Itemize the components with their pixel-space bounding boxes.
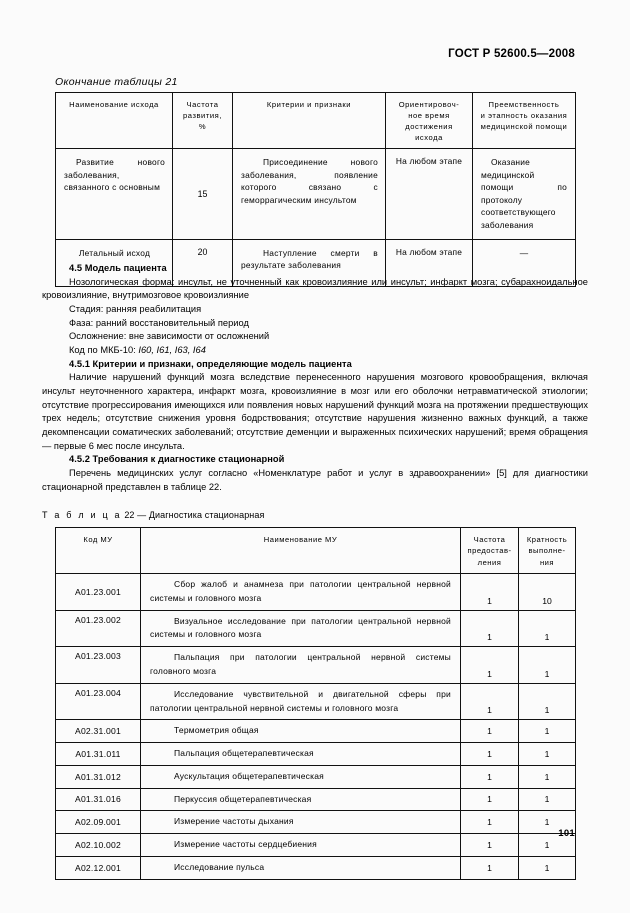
table-row [56,856,576,879]
icd-code-paragraph [42,344,588,358]
service-multiplicity-cell: 1 [519,765,576,788]
table22-col-code [56,528,141,574]
outcome-criteria-cell: Наступление смерти в результате заболевания [233,239,386,286]
service-multiplicity-cell: 10 [519,574,576,611]
table-row [56,811,576,834]
service-frequency-cell: 1 [461,683,519,720]
table-row [56,720,576,743]
service-name-cell: Исследование чувствительной и двигательной сферы при патологии центральной нервной системы и головного мозга [141,683,461,720]
service-name-cell: Сбор жалоб и анамнеза при патологии центральной нервной системы и головного мозга [141,574,461,611]
service-multiplicity-cell: 1 [519,788,576,811]
table21-col-continuity-l1: Преемственность [488,100,560,109]
table-row [56,574,576,611]
table22-body [56,574,576,879]
service-name-cell: Аускультация общетерапевтическая [141,765,461,788]
table-row [56,683,576,720]
service-code-cell: А02.10.002 [56,834,141,857]
outcome-name-cell: Летальный исход [56,239,173,286]
service-multiplicity-cell: 1 [519,743,576,766]
outcome-continuity-cell: Оказание медицинской помощи по протоколу соответствующего заболевания [473,149,576,240]
service-name-cell: Измерение частоты дыхания [141,811,461,834]
table21-col-time-l1: Ориентировоч- [398,100,460,109]
service-code-cell: А01.31.012 [56,765,141,788]
service-code-cell: А02.09.001 [56,811,141,834]
table22-col-multiplicity-l2: выполне- [528,546,566,556]
table22-col-name [141,528,461,574]
table22-caption-number: 22 [124,510,135,520]
service-name-cell: Перкуссия общетерапевтическая [141,788,461,811]
service-code-cell: А02.31.001 [56,720,141,743]
service-name-cell: Пальпация общетерапевтическая [141,743,461,766]
table-row [56,610,576,647]
outcome-frequency-cell: 15 [173,149,233,240]
outcome-name-cell: Развитие нового заболевания, связанного с основным [56,149,173,240]
service-code-cell: А01.23.001 [56,574,141,611]
body-text-block [42,262,588,494]
service-code-cell: А02.12.001 [56,856,141,879]
table21-col-frequency-l1: Частота [186,100,219,109]
service-name-cell: Визуальное исследование при патологии центральной нервной системы и головного мозга [141,610,461,647]
nosology-paragraph: Нозологическая форма: инсульт, не уточненный как кровоизлияние или инсульт; инфаркт мозга; субарахноидальное кровоизлияние, внутримозговое кровоизлияние [42,276,588,301]
table-row [56,647,576,684]
service-multiplicity-cell: 1 [519,720,576,743]
service-name-cell: Пальпация при патологии центральной нервной системы головного мозга [141,647,461,684]
table21-col-criteria-text: Критерии и признаки [266,100,352,109]
table22-col-multiplicity-l1: Кратность [526,535,568,544]
service-frequency-cell: 1 [461,788,519,811]
table-row [56,765,576,788]
standard-number-header: ГОСТ Р 52600.5—2008 [448,48,575,60]
phase-paragraph: Фаза: ранний восстановительный период [69,317,249,328]
service-frequency-cell: 1 [461,647,519,684]
table21-col-frequency-l3: % [198,122,207,131]
service-multiplicity-cell: 1 [519,683,576,720]
page-content [42,0,588,913]
table22-caption [42,510,264,520]
table-22-diagnostics [55,527,576,880]
service-frequency-cell: 1 [461,765,519,788]
outcome-time-cell: На любом этапе [386,149,473,240]
heading-4-5-2: 4.5.2 Требования к диагностике стационарной [69,454,285,465]
criteria-paragraph: Наличие нарушений функций мозга вследствие перенесенного нарушения мозгового кровообращения, включая инсульт неуточненного характера, инфаркт мозга, кровоизлияние в мозг или его оболочки нетравматической этиологии; отсутствие прогрессирования имеющихся или появления новых нарушений функций мозга на протяжении предшествующих трех недель; отсутствие снижения уровня бодрствования; отсутствие нарушения жизненно важных функций, а также декомпенсации соматических заболеваний; отсутствие деменции и выраженных психических нарушений; время обращения — первые 6 мес после инсульта. [42,372,588,451]
table21-col-name [56,93,173,149]
table21-col-time-l3: достижения [405,122,453,131]
table21-col-time-l2: ное время [408,111,450,120]
service-name-cell: Термометрия общая [141,720,461,743]
table21-col-frequency-l2: развития, [182,111,222,120]
service-multiplicity-cell: 1 [519,647,576,684]
service-name-cell: Измерение частоты сердцебиения [141,834,461,857]
service-frequency-cell: 1 [461,574,519,611]
table22-col-multiplicity-l3: ния [539,557,555,567]
service-multiplicity-cell: 1 [519,811,576,834]
icd-label: Код по МКБ-10: [69,344,139,355]
service-code-cell: А01.23.004 [56,683,141,720]
table22-header [56,528,576,574]
table21-caption: Окончание таблицы 21 [55,76,178,88]
table21-col-continuity-l3: медицинской помощи [480,122,568,131]
table-row [56,788,576,811]
table22-caption-prefix: Т а б л и ц а [42,510,122,520]
table22-col-frequency [461,528,519,574]
service-code-cell: А01.31.011 [56,743,141,766]
table22-col-frequency-l2: предостав- [467,546,512,556]
table22-col-multiplicity [519,528,576,574]
stage-paragraph: Стадия: ранняя реабилитация [69,303,202,314]
service-frequency-cell: 1 [461,610,519,647]
table21-col-continuity [473,93,576,149]
diagnostics-paragraph: Перечень медицинских услуг согласно «Номенклатуре работ и услуг в здравоохранении» [5] для диагностики стационарной представлен в таблице 22. [42,467,588,492]
service-multiplicity-cell: 1 [519,610,576,647]
table22-col-frequency-l3: ления [477,557,502,567]
table-row [56,149,576,240]
heading-4-5-1: 4.5.1 Критерии и признаки, определяющие модель пациента [69,358,352,369]
service-code-cell: А01.31.016 [56,788,141,811]
service-code-cell: А01.23.002 [56,610,141,647]
page-number: 101 [558,828,575,839]
table21-col-time [386,93,473,149]
table21-col-frequency [173,93,233,149]
table22-header-row [56,528,576,574]
service-frequency-cell: 1 [461,743,519,766]
service-frequency-cell: 1 [461,720,519,743]
outcome-frequency-cell: 20 [173,239,233,286]
complication-paragraph: Осложнение: вне зависимости от осложнений [69,331,270,342]
table21-header [56,93,576,149]
table-row [56,834,576,857]
service-multiplicity-cell: 1 [519,856,576,879]
service-name-cell: Исследование пульса [141,856,461,879]
table21-col-criteria [233,93,386,149]
outcome-time-cell: На любом этапе [386,239,473,286]
outcome-criteria-cell: Присоединение нового заболевания, появление которого связано с геморрагическим инсультом [233,149,386,240]
service-frequency-cell: 1 [461,856,519,879]
outcome-continuity-cell: — [473,239,576,286]
service-frequency-cell: 1 [461,834,519,857]
table-21-outcomes [55,92,576,287]
service-frequency-cell: 1 [461,811,519,834]
table22-col-name-text: Наименование МУ [263,535,338,544]
table21-col-continuity-l2: и этапность оказания [480,111,568,120]
table-row [56,743,576,766]
table21-col-name-text: Наименование исхода [69,100,159,109]
table21-col-time-l4: исхода [415,133,443,142]
service-multiplicity-cell: 1 [519,834,576,857]
service-code-cell: А01.23.003 [56,647,141,684]
table21-header-row [56,93,576,149]
table22-caption-text: — Диагностика стационарная [137,510,265,520]
table22-col-frequency-l1: Частота [473,535,506,544]
table22-col-code-text: Код МУ [83,535,113,544]
heading-4-5: 4.5 Модель пациента [69,263,167,273]
icd-codes: I60, I61, I63, I64 [138,344,206,355]
